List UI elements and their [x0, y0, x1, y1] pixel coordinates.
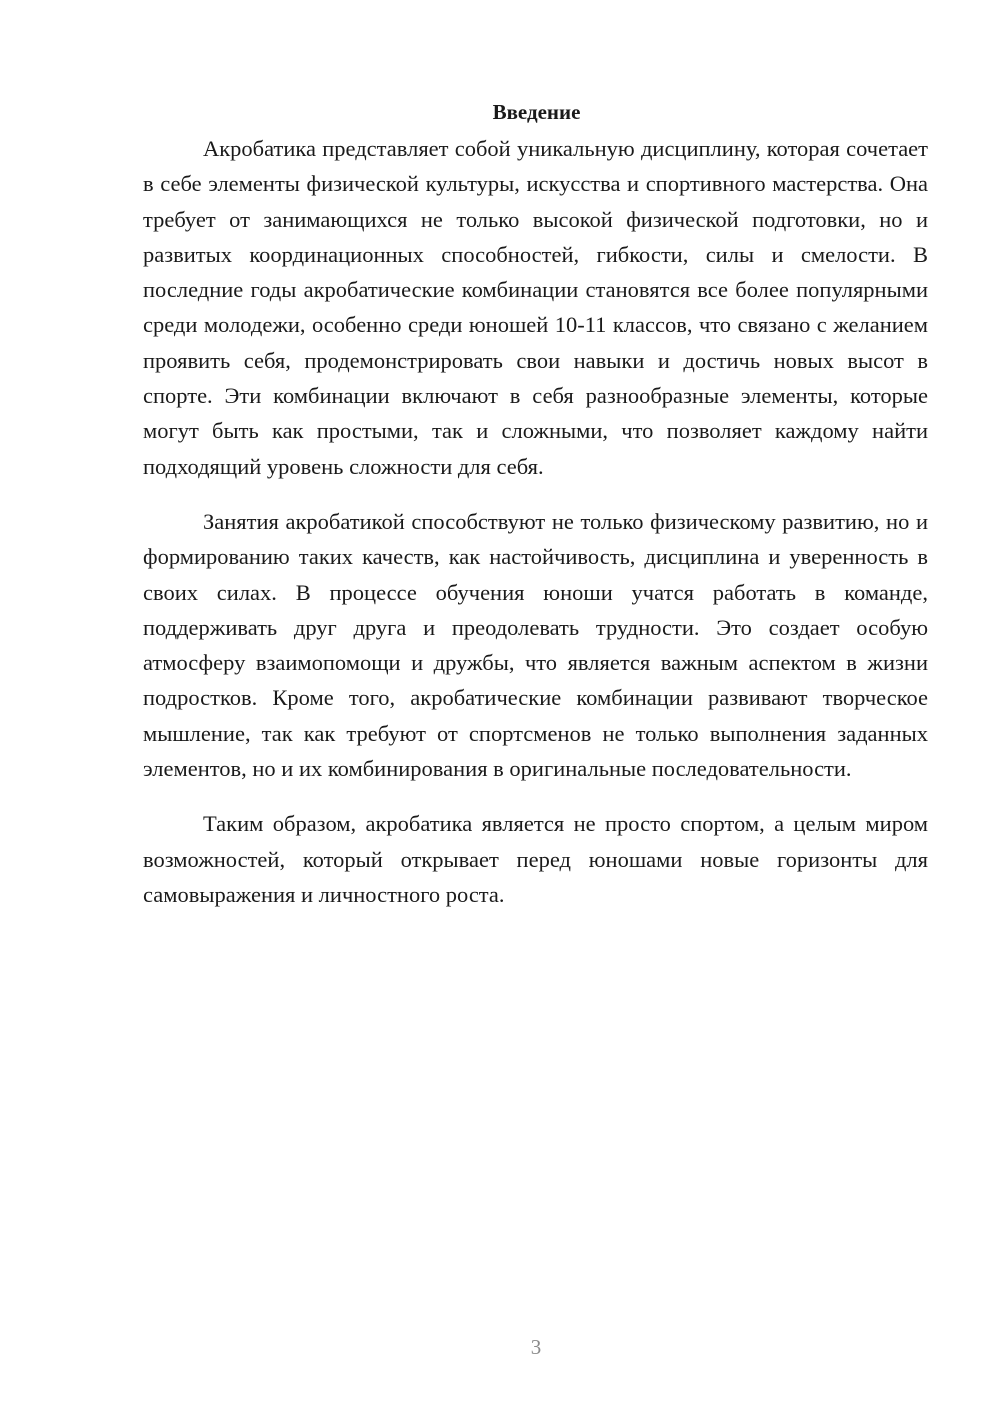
- paragraph-2: Занятия акробатикой способствуют не только физическому развитию, но и формированию таких качеств, как настойчивость, дисциплина и уверенность в своих силах. В процессе обучения юноши учатся работать в команде, поддерживать друг друга и преодолевать трудности. Это создает особую атмосферу взаимопомощи и дружбы, что является важным аспектом в жизни подростков. Кроме того, акробатические комбинации развивают творческое мышление, так как требуют от спортсменов не только выполнения заданных элементов, но и их комбинирования в оригинальные последовательности.: [143, 508, 928, 782]
- section-heading: Введение: [492, 100, 581, 124]
- paragraph-3: Таким образом, акробатика является не просто спортом, а целым миром возможностей, который открывает перед юношами новые горизонты для самовыражения и личностного роста.: [143, 811, 928, 907]
- page-number: 3: [530, 1335, 542, 1359]
- paragraph-1: Акробатика представляет собой уникальную дисциплину, которая сочетает в себе элементы физической культуры, искусства и спортивного мастерства. Она требует от занимающихся не только высокой физической подготовки, но и развитых координационных способностей, гибкости, силы и смелости. В последние годы акробатические комбинации становятся все более популярными среди молодежи, особенно среди юношей 10-11 классов, что связано с желанием проявить себя, продемонстрировать свои навыки и достичь новых высот в спорте. Эти комбинации включают в себя разнообразные элементы, которые могут быть как простыми, так и сложными, что позволяет каждому найти подходящий уровень сложности для себя.: [143, 136, 928, 479]
- page-content: [143, 96, 928, 912]
